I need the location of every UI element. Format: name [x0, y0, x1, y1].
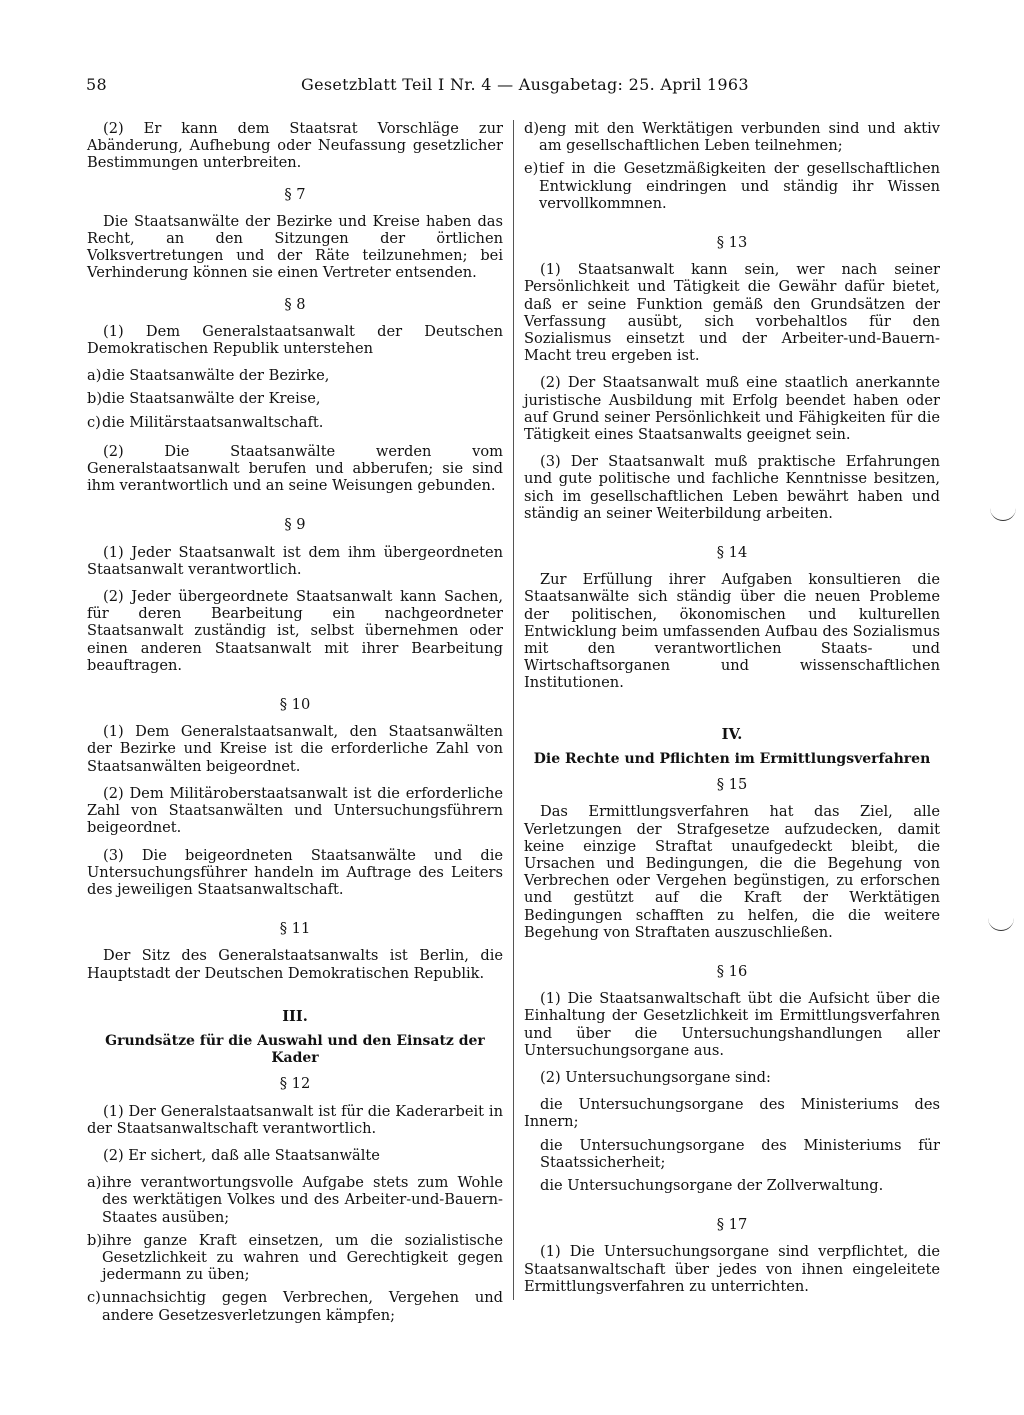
paragraph: (2) Die Staatsanwälte werden vom Generalstaatsanwalt berufen und abberufen; sie sind ihm verantwortlich und an seine Weisungen gebunden. — [87, 442, 503, 495]
chapter-number: IV. — [721, 725, 743, 743]
chapter-title: Die Rechte und Pflichten im Ermittlungsverfahren — [533, 750, 931, 767]
section-heading: § 16 — [716, 962, 748, 980]
paragraph: Der Sitz des Generalstaatsanwalts ist Berlin, die Hauptstadt der Deutschen Demokratischen Republik. — [87, 947, 503, 982]
list-marker: a) — [87, 1174, 102, 1192]
list-item — [87, 367, 503, 384]
paragraph: (2) Er kann dem Staatsrat Vorschläge zur Abänderung, Aufhebung oder Neufassung gesetzlicher Bestimmungen unterbreiten. — [87, 120, 503, 172]
list-item-text: die Untersuchungsorgane des Ministeriums des Innern; — [524, 1096, 940, 1131]
margin-mark — [990, 508, 1016, 521]
paragraph: Das Ermittlungsverfahren hat das Ziel, alle Verletzungen der Strafgesetze aufzudecken, damit keine einzige Straftat unaufgedeckt bleibt, die Ursachen und Bedingungen, die die Begehung von Verbrechen oder Vergehen begünstigen, zu erforschen und gestützt auf die Kraft der Werktätigen Bedingungen schafften zu helfen, die die weitere Begehung von Straftaten auszuschließen. — [524, 803, 940, 941]
list-item-text: die Untersuchungsorgane der Zollverwaltung. — [540, 1176, 884, 1194]
chapter-number: III. — [282, 1007, 308, 1025]
gazette-title: Gesetzblatt Teil I Nr. 4 — Ausgabetag: 25. April 1963 — [301, 75, 749, 94]
list-item-text: die Staatsanwälte der Kreise, — [102, 390, 321, 408]
section-heading: § 7 — [284, 185, 306, 203]
paragraph: (1) Die Staatsanwaltschaft übt die Aufsicht über die Einhaltung der Gesetzlichkeit im Ermittlungsverfahren und über die Untersuchungshandlungen aller Untersuchungsorgane aus. — [524, 990, 940, 1059]
page-header — [86, 75, 749, 94]
section-heading: § 8 — [284, 295, 306, 313]
section-heading: § 14 — [716, 544, 748, 562]
page-number: 58 — [86, 75, 107, 94]
list-marker: c) — [87, 413, 101, 431]
paragraph: (2) Untersuchungsorgane sind: — [540, 1068, 771, 1086]
section-heading: § 17 — [716, 1216, 748, 1234]
list-item — [87, 390, 503, 407]
paragraph: (2) Der Staatsanwalt muß eine staatlich anerkannte juristische Ausbildung mit Erfolg beendet haben oder auf Grund seiner Persönlichkeit und Fähigkeiten für die Tätigkeit eines Staatsanwalts geeignet sein. — [524, 374, 940, 444]
list-marker: b) — [87, 1231, 103, 1249]
paragraph: (1) Staatsanwalt kann sein, wer nach seiner Persönlichkeit und Tätigkeit die Gewähr dafür bietet, daß er seine Funktion gemäß den Grundsätzen der Verfassung ausübt, sich vorbehaltlos für den Sozialismus einsetzt und der Arbeiter-und-Bauern-Macht treu ergeben ist. — [524, 261, 940, 365]
list-item — [87, 1232, 503, 1284]
list-marker: a) — [87, 367, 102, 385]
paragraph: (3) Die beigeordneten Staatsanwälte und die Untersuchungsführer handeln im Auftrage des Leiters des jeweiligen Staatsanwaltschaft. — [87, 846, 503, 898]
margin-mark — [988, 918, 1014, 931]
list-marker: e) — [524, 160, 539, 178]
paragraph: (2) Dem Militäroberstaatsanwalt ist die erforderliche Zahl von Staatsanwälten und Untersuchungsführern beigeordnet. — [87, 784, 503, 837]
list-marker: c) — [87, 1289, 101, 1307]
list-item — [87, 1289, 503, 1323]
paragraph: (1) Jeder Staatsanwalt ist dem ihm übergeordneten Staatsanwalt verantwortlich. — [87, 543, 503, 578]
section-heading: § 9 — [284, 516, 306, 534]
section-heading: § 11 — [279, 920, 311, 938]
paragraph: Die Staatsanwälte der Bezirke und Kreise haben das Recht, an den Sitzungen der örtlichen Volksvertretungen und der Räte teilzunehmen; bei Verhinderung können sie einen Vertreter entsenden. — [87, 212, 503, 282]
paragraph: (1) Dem Generalstaatsanwalt, den Staatsanwälten der Bezirke und Kreise ist die erforderliche Zahl von Staatsanwälten beigeordnet. — [87, 723, 503, 775]
list-item-text: unnachsichtig gegen Verbrechen, Vergehen und andere Gesetzesverletzungen kämpfen; — [102, 1289, 503, 1324]
paragraph: Zur Erfüllung ihrer Aufgaben konsultieren die Staatsanwälte sich ständig über die neuen Probleme der politischen, ökonomischen und kulturellen Entwicklung beim umfassenden Aufbau des Sozialismus mit den verantwortlichen Staats- und Wirtschaftsorganen und wissenschaftlichen Institutionen. — [524, 571, 940, 692]
list-item-text: eng mit den Werktätigen verbunden sind und aktiv am gesellschaftlichen Leben teilnehmen; — [539, 120, 940, 155]
paragraph: (1) Die Untersuchungsorgane sind verpflichtet, die Staatsanwaltschaft über jedes von ihnen eingeleitete Ermittlungsverfahren zu unterrichten. — [524, 1243, 940, 1295]
list-item — [524, 120, 940, 154]
list-item — [524, 1177, 940, 1194]
section-heading: § 13 — [716, 234, 748, 252]
list-item-text: die Untersuchungsorgane des Ministeriums für Staatssicherheit; — [540, 1136, 940, 1171]
list-item-text: ihre ganze Kraft einsetzen, um die sozialistische Gesetzlichkeit zu wahren und Gerechtigkeit gegen jedermann zu üben; — [102, 1231, 503, 1284]
list-item-text: ihre verantwortungsvolle Aufgabe stets zum Wohle des werktätigen Volkes und des Arbeiter-und-Bauern-Staates ausüben; — [102, 1174, 503, 1226]
chapter-title: Grundsätze für die Auswahl und den Einsatz der Kader — [105, 1032, 485, 1067]
list-item — [524, 1137, 940, 1171]
paragraph: (2) Jeder übergeordnete Staatsanwalt kann Sachen, für deren Bearbeitung ein nachgeordneter Staatsanwalt zuständig ist, selbst übernehmen oder einen anderen Staatsanwalt mit ihrer Bearbeitung beauftragen. — [87, 588, 503, 674]
list-item — [524, 1096, 940, 1130]
list-item — [524, 160, 940, 212]
paragraph: (3) Der Staatsanwalt muß praktische Erfahrungen und gute politische und fachliche Kenntnisse besitzen, sich im gesellschaftlichen Leben bewährt haben und ständig an seiner Weiterbildung arbeiten. — [524, 453, 940, 522]
list-item-text: die Staatsanwälte der Bezirke, — [102, 367, 330, 385]
column-divider — [513, 120, 514, 1300]
right-column — [524, 120, 940, 1305]
paragraph: (1) Dem Generalstaatsanwalt der Deutschen Demokratischen Republik unterstehen — [87, 322, 503, 358]
list-item-text: tief in die Gesetzmäßigkeiten der gesellschaftlichen Entwicklung eindringen und ständig ihr Wissen vervollkommnen. — [539, 160, 940, 212]
list-item — [87, 414, 503, 431]
section-heading: § 10 — [279, 696, 311, 714]
section-heading: § 15 — [716, 776, 748, 794]
list-marker: b) — [87, 390, 103, 408]
list-marker: d) — [524, 120, 540, 137]
paragraph: (1) Der Generalstaatsanwalt ist für die Kaderarbeit in der Staatsanwaltschaft verantwortlich. — [87, 1102, 503, 1137]
list-item — [87, 1174, 503, 1226]
left-column — [87, 120, 503, 1330]
paragraph: (2) Er sichert, daß alle Staatsanwälte — [103, 1146, 380, 1164]
section-heading: § 12 — [279, 1075, 311, 1093]
list-item-text: die Militärstaatsanwaltschaft. — [102, 413, 324, 431]
